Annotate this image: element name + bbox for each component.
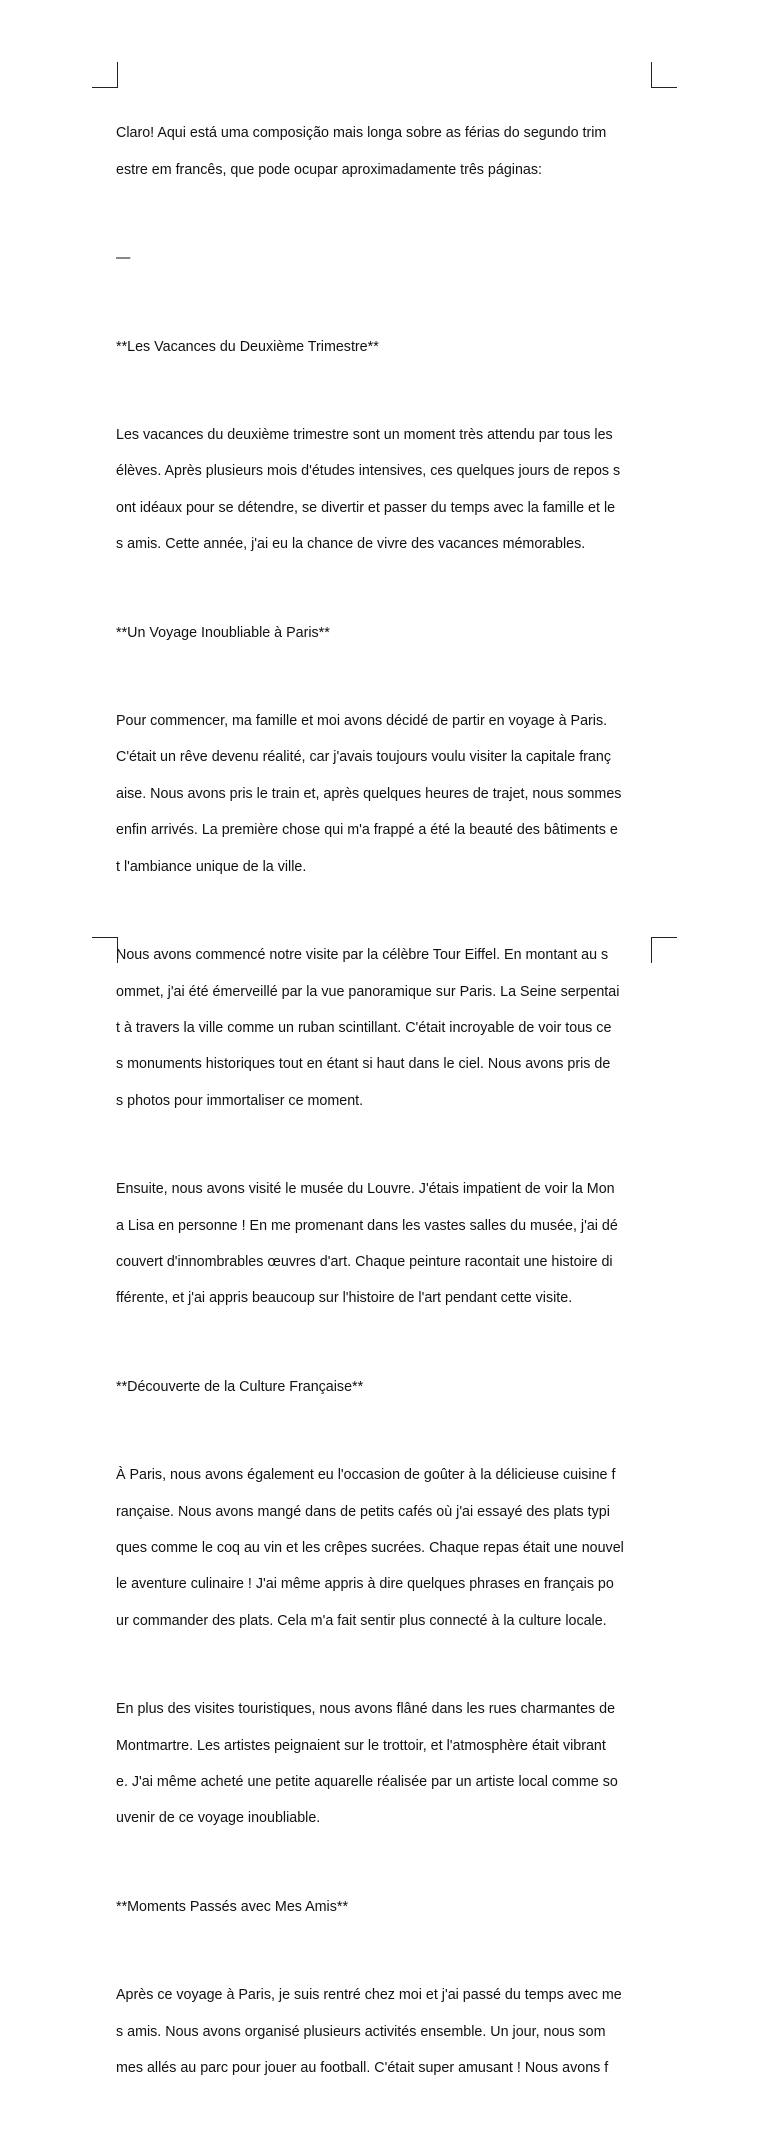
separator — [116, 231, 650, 286]
crop-mark-top-left-v — [117, 62, 118, 88]
text-line: e. J'ai même acheté une petite aquarelle réalisée par un artiste local comme so — [116, 1774, 618, 1790]
text-line: ommet, j'ai été émerveillé par la vue panoramique sur Paris. La Seine serpentai — [116, 983, 620, 1000]
text-line: Claro! Aqui está uma composição mais longa sobre as férias do segundo trim — [116, 125, 607, 142]
section-heading — [116, 1880, 650, 1935]
text-line: Après ce voyage à Paris, je suis rentré chez moi et j'ai passé du temps avec me — [116, 1987, 622, 2004]
text-line: Ensuite, nous avons visité le musée du Louvre. J'étais impatient de voir la Mon — [116, 1181, 615, 1198]
text-line: À Paris, nous avons également eu l'occasion de goûter à la délicieuse cuisine f — [116, 1467, 616, 1484]
crop-mark-top-right-v — [651, 62, 652, 88]
text-line: Pour commencer, ma famille et moi avons décidé de partir en voyage à Paris. — [116, 713, 608, 730]
paragraph — [116, 1968, 650, 2095]
text-line: s monuments historiques tout en étant si haut dans le ciel. Nous avons pris de — [116, 1056, 611, 1073]
paragraph — [116, 408, 650, 572]
text-line: s amis. Cette année, j'ai eu la chance de vivre des vacances mémorables. — [116, 536, 586, 553]
text-line: enfin arrivés. La première chose qui m'a frappé a été la beauté des bâtiments e — [116, 822, 618, 839]
text-line: élèves. Après plusieurs mois d'études intensives, ces quelques jours de repos s — [116, 463, 621, 480]
text-line: — — [116, 250, 131, 267]
text-line: Montmartre. Les artistes peignaient sur le trottoir, et l'atmosphère était vibrant — [116, 1737, 606, 1754]
text-line: Nous avons commencé notre visite par la célèbre Tour Eiffel. En montant au s — [116, 947, 609, 964]
text-line: s amis. Nous avons organisé plusieurs activités ensemble. Un jour, nous som — [116, 2023, 606, 2040]
text-line: C'était un rêve devenu réalité, car j'avais toujours voulu visiter la capitale franç — [116, 749, 611, 766]
text-line: uvenir de ce voyage inoubliable. — [116, 1810, 321, 1827]
text-line: s photos pour immortaliser ce moment. — [116, 1092, 364, 1109]
crop-mark-top-right-h — [651, 87, 677, 88]
text-line: couvert d'innombrables œuvres d'art. Chaque peinture racontait une histoire di — [116, 1253, 613, 1270]
section-heading — [116, 605, 650, 660]
crop-mark-bottom-right-h — [651, 937, 677, 938]
text-line: aise. Nous avons pris le train et, après quelques heures de trajet, nous sommes — [116, 785, 622, 802]
crop-mark-top-left-h — [92, 87, 118, 88]
section-heading — [116, 1360, 650, 1415]
paragraph — [116, 1682, 650, 1846]
text-line: t à travers la ville comme un ruban scintillant. C'était incroyable de voir tous ce — [116, 1019, 612, 1036]
document-body — [116, 88, 650, 2129]
text-line: mes allés au parc pour jouer au football. C'était super amusant ! Nous avons f — [116, 2060, 609, 2077]
text-line: En plus des visites touristiques, nous avons flâné dans les rues charmantes de — [116, 1701, 616, 1718]
text-line: t l'ambiance unique de la ville. — [116, 858, 307, 875]
text-line: ques comme le coq au vin et les crêpes sucrées. Chaque repas était une nouvel — [116, 1539, 624, 1556]
crop-mark-bottom-left-h — [92, 937, 118, 938]
document-title — [116, 319, 650, 374]
text-line: le aventure culinaire ! J'ai même appris à dire quelques phrases en français po — [116, 1576, 614, 1593]
text-line: **Moments Passés avec Mes Amis** — [116, 1898, 349, 1915]
paragraph — [116, 928, 650, 1128]
intro-paragraph — [116, 106, 650, 197]
text-line: ur commander des plats. Cela m'a fait sentir plus connecté à la culture locale. — [116, 1612, 607, 1629]
crop-mark-bottom-right-v — [651, 937, 652, 963]
text-line: **Les Vacances du Deuxième Trimestre** — [116, 338, 379, 355]
text-line: ont idéaux pour se détendre, se divertir et passer du temps avec la famille et le — [116, 499, 616, 516]
text-line: **Découverte de la Culture Française** — [116, 1378, 364, 1395]
text-line: **Un Voyage Inoubliable à Paris** — [116, 624, 330, 641]
text-line: Les vacances du deuxième trimestre sont un moment très attendu par tous les — [116, 427, 613, 444]
text-line: a Lisa en personne ! En me promenant dans les vastes salles du musée, j'ai dé — [116, 1217, 618, 1234]
paragraph — [116, 1448, 650, 1648]
paragraph — [116, 1162, 650, 1326]
paragraph — [116, 694, 650, 894]
text-line: rançaise. Nous avons mangé dans de petits cafés où j'ai essayé des plats typi — [116, 1503, 610, 1520]
text-line: estre em francês, que pode ocupar aproximadamente três páginas: — [116, 161, 542, 178]
text-line: fférente, et j'ai appris beaucoup sur l'histoire de l'art pendant cette visite. — [116, 1290, 573, 1307]
